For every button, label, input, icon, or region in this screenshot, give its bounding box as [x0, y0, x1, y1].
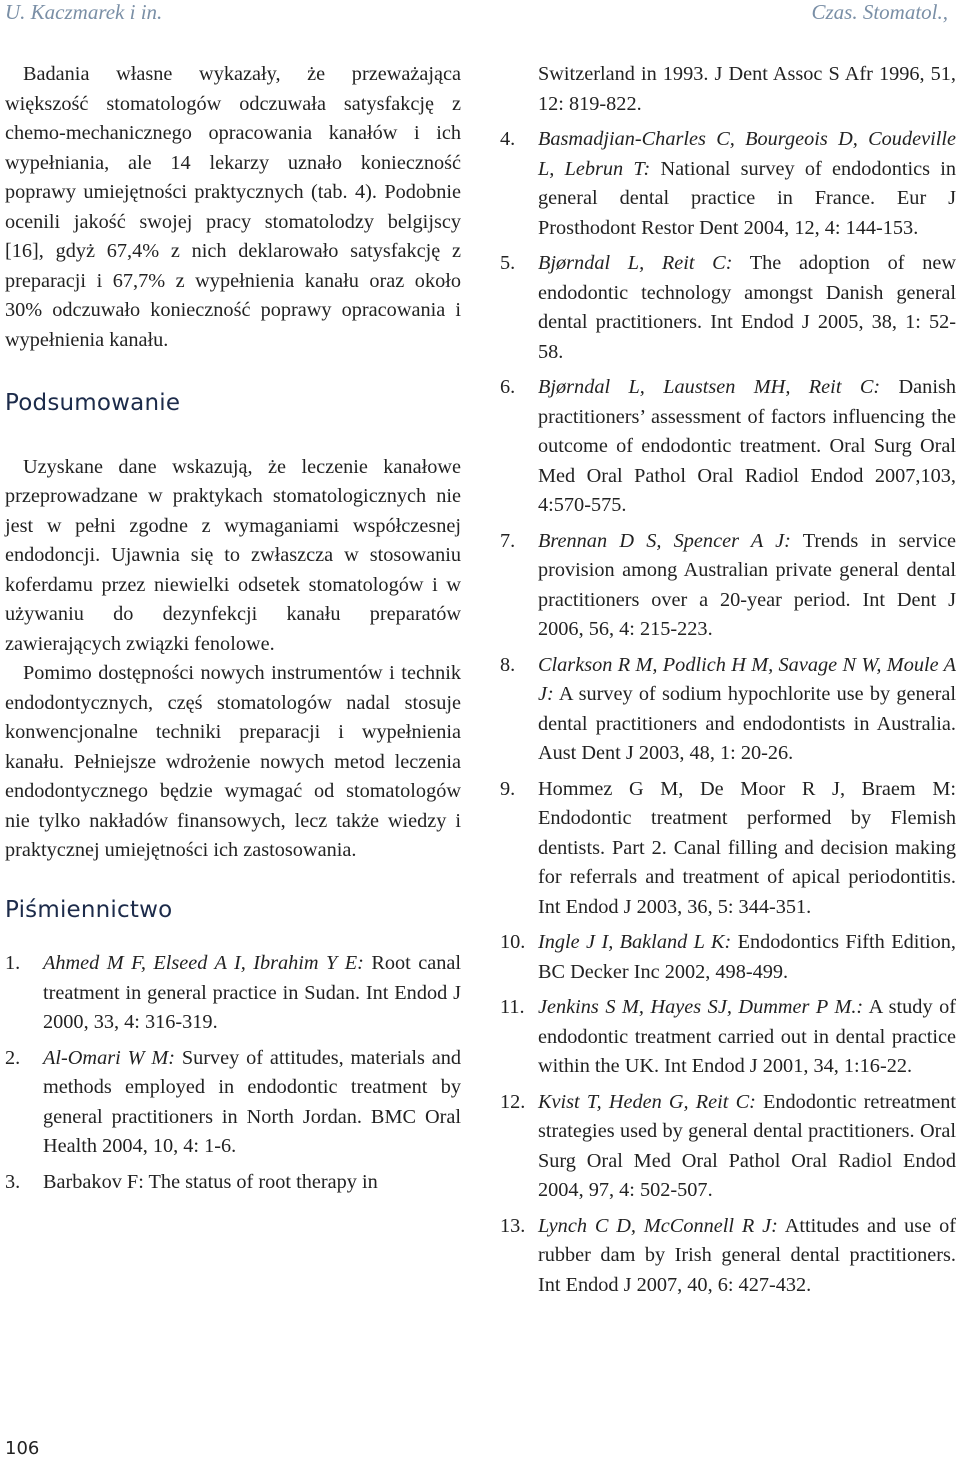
reference-list-right [500, 125, 956, 1300]
reference-item [500, 1212, 956, 1301]
reference-text: A survey of sodium hypochlorite use by general dental practitioners and endodontists in Australia. Aust Dent J 2003, 48, 1: 20-26. [538, 683, 956, 764]
reference-number: 8. [500, 653, 516, 676]
reference-text: Endodontic retreatment strategies used by general dental practitioners. Oral Surg Oral Med Oral Pathol Oral Radiol Endod 2004, 97, 4: 502-507. [538, 1090, 956, 1201]
reference-item [5, 949, 461, 1038]
reference-text: Trends in service provision among Australian private general dental practitioners over a 20-year period. Int Dent J 2006, 56, 4: 215-223. [538, 529, 956, 640]
page-number: 106 [5, 1438, 40, 1459]
reference-authors: Bjørndal L, Reit C: [538, 252, 733, 274]
running-header-authors: U. Kaczmarek i in. [5, 0, 163, 24]
section-heading-summary: Podsumowanie [5, 390, 181, 416]
reference-item [500, 249, 956, 367]
section-heading-references: Piśmiennictwo [5, 896, 173, 923]
reference-number: 2. [5, 1046, 21, 1069]
reference-continuation: Switzerland in 1993. J Dent Assoc S Afr 1996, 51, 12: 819-822. [538, 63, 956, 115]
reference-authors: Kvist T, Heden G, Reit C: [538, 1090, 756, 1113]
reference-text: Endodontics Fifth Edition, BC Decker Inc 2002, 498-499. [538, 931, 956, 983]
reference-item [500, 125, 956, 243]
reference-number: 9. [500, 777, 516, 800]
reference-item [500, 527, 956, 645]
reference-item [500, 993, 956, 1082]
reference-number: 1. [5, 952, 21, 974]
reference-authors: Lynch C D, McConnell R J: [538, 1214, 778, 1237]
reference-number: 7. [500, 529, 516, 552]
reference-item [500, 1088, 956, 1206]
reference-item [500, 373, 956, 521]
reference-text: Root canal treatment in general practice in Sudan. Int Endod J 2000, 33, 4: 316-319. [43, 952, 461, 1033]
reference-number: 12. [500, 1090, 526, 1113]
reference-authors: Jenkins S M, Hayes SJ, Dummer P M.: [538, 996, 864, 1018]
reference-number: 3. [5, 1170, 21, 1193]
reference-text: Barbakov F: The status of root therapy in [43, 1170, 378, 1193]
reference-authors: Ingle J I, Bakland L K: [538, 931, 732, 953]
reference-authors: Brennan D S, Spencer A J: [538, 529, 791, 552]
paragraph-results: Badania własne wykazały, że przeważająca większość stomatologów odczuwała satysfakcję z chemo-mechanicznego opracowania kanałów i ich wypełniania, ale 14 lekarzy uznało konieczność poprawy umiejętności praktycznych (tab. 4). Podobnie ocenili jakość swojej pracy stomatolodzy belgijscy [16], gdyż 67,4% z nich deklarowało satysfakcję z preparacji i 67,7% z wypełnienia kanału oraz około 30% odczuwało konieczność poprawy opracowania i wypełnienia kanału. [5, 63, 461, 351]
reference-item [500, 775, 956, 923]
reference-authors: Clarkson R M, Podlich H M, Savage N W, Moule A J: [538, 653, 956, 705]
reference-number: 4. [500, 128, 516, 150]
reference-text: The adoption of new endodontic technology amongst Danish general dental practitioners. Int Endod J 2005, 38, 1: 52-58. [538, 252, 956, 363]
reference-text: A study of endodontic treatment carried out in dental practice within the UK. Int Endod J 2001, 34, 1:16-22. [538, 996, 956, 1077]
reference-number: 6. [500, 376, 516, 398]
reference-authors: Ahmed M F, Elseed A I, Ibrahim Y E: [43, 952, 364, 974]
reference-item [500, 651, 956, 769]
reference-text: National survey of endodontics in general dental practice in France. Eur J Prosthodont Restor Dent 2004, 12, 4: 144-153. [538, 157, 957, 239]
reference-authors: Basmadjian-Charles C, Bourgeois D, Coudeville L, Lebrun T: [538, 128, 956, 180]
reference-item [500, 928, 956, 987]
reference-list-left [5, 949, 461, 1197]
left-column [5, 60, 461, 1203]
reference-number: 5. [500, 252, 516, 274]
paragraph-summary-1: Uzyskane dane wskazują, że leczenie kanałowe przeprowadzane w praktykach stomatologicznych nie jest w pełni zgodne z wymaganiami współczesnej endodoncji. Ujawnia się to zwłaszcza w stosowaniu koferdamu przez niewielki odsetek stomatologów i w używaniu do dezynfekcji kanału preparatów zawierających związki fenolowe. [5, 455, 461, 655]
reference-item [5, 1168, 461, 1198]
running-header-journal: Czas. Stomatol., [811, 0, 948, 24]
reference-number: 10. [500, 931, 526, 953]
reference-text: Survey of attitudes, materials and methods employed in endodontic treatment by general practitioners in North Jordan. BMC Oral Health 2004, 10, 4: 1-6. [43, 1046, 461, 1157]
reference-authors: Al-Omari W M: [43, 1046, 175, 1069]
reference-text: Attitudes and use of rubber dam by Irish general dental practitioners. Int Endod J 2007, 40, 6: 427-432. [538, 1214, 956, 1296]
reference-item [5, 1044, 461, 1162]
reference-text: Danish practitioners’ assessment of factors influencing the outcome of endodontic treatment. Oral Surg Oral Med Oral Pathol Oral Radiol Endod 2007,103, 4:570-575. [538, 376, 956, 516]
right-column [500, 60, 956, 1306]
reference-number: 11. [500, 996, 525, 1018]
reference-number: 13. [500, 1214, 526, 1237]
paragraph-summary-2: Pomimo dostępności nowych instrumentów i technik endodontycznych, częś stomatologów nadal stosuje konwencjonalne techniki preparacji i wypełnienia kanału. Pełniejsze wdrożenie nowych metod leczenia endodontycznego będzie wymagać od stomatologów nie tylko nakładów finansowych, lecz także wiedzy i praktycznej umiejętności ich zastosowania. [5, 662, 461, 861]
reference-text: Hommez G M, De Moor R J, Braem M: Endodontic treatment performed by Flemish dentists. Part 2. Canal filling and decision making for referrals and treatment of apical periodontitis. Int Endod J 2003, 36, 5: 344-351. [538, 777, 956, 918]
reference-authors: Bjørndal L, Laustsen MH, Reit C: [538, 376, 881, 398]
